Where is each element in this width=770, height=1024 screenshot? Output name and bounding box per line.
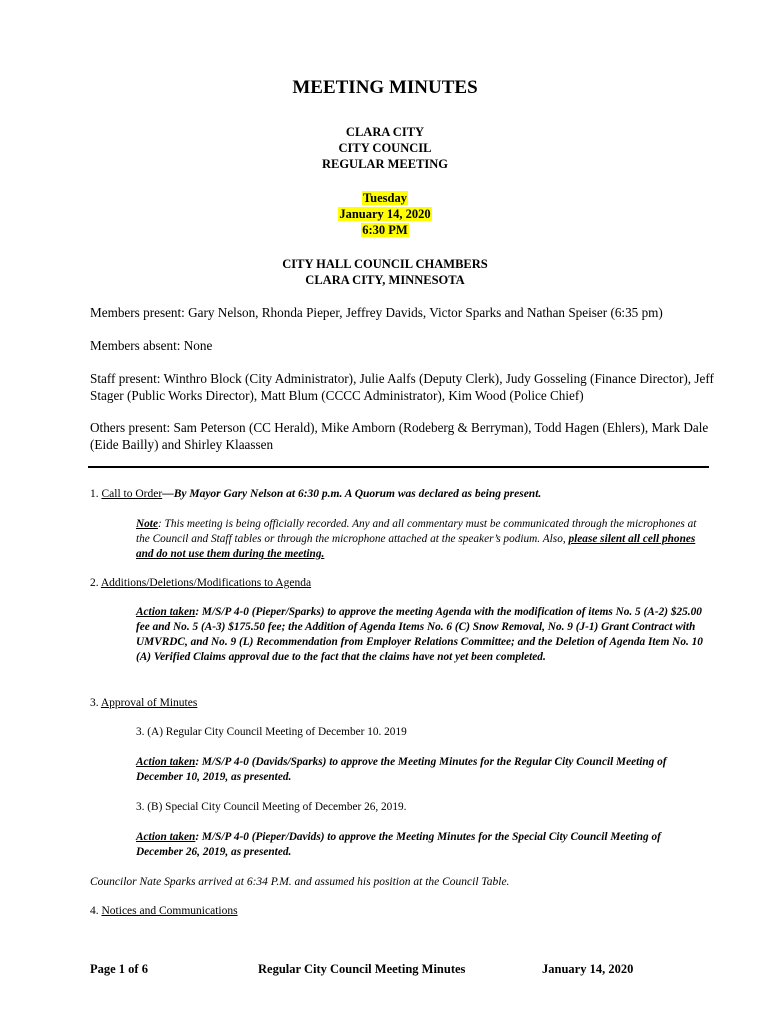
action-text: : M/S/P 4-0 (Davids/Sparks) to approve the Meeting Minutes for the Regular City Council Meeting of December 10, 2019, as presented. [136, 756, 667, 783]
action-label: Action taken [136, 831, 196, 843]
org-block [0, 124, 770, 172]
document-title: MEETING MINUTES [292, 77, 478, 98]
item-heading: Approval of Minutes [100, 697, 198, 709]
item-heading: Notices and Communications [101, 905, 238, 917]
item-number: 2. [90, 577, 99, 589]
footer-document-name: Regular City Council Meeting Minutes [258, 962, 466, 976]
item-heading: Call to Order [101, 488, 163, 500]
arrival-note: Councilor Nate Sparks arrived at 6:34 P.M. and assumed his position at the Council Table. [90, 876, 510, 888]
members-absent: Members absent: None [90, 338, 213, 353]
action-label: Action taken [136, 606, 196, 618]
item-minutes [90, 696, 197, 711]
section-divider [88, 466, 709, 468]
meeting-time: 6:30 PM [362, 223, 408, 237]
org-line-council: CITY COUNCIL [338, 141, 432, 155]
org-line-city: CLARA CITY [345, 125, 425, 139]
item-number: 1. [90, 488, 99, 500]
location-venue: CITY HALL COUNCIL CHAMBERS [282, 257, 488, 271]
action-label: Action taken [136, 756, 196, 768]
note-emphasis: please silent all cell phones and do not use them during the meeting. [136, 533, 696, 560]
staff-present: Staff present: Winthro Block (City Administrator), Julie Aalfs (Deputy Clerk), Judy Gosseling (Finance Director), Jeff Stager (Public Works Director), Matt Blum (CCCC Administrator), Kim Wood (Police Chief) [90, 371, 714, 403]
note-label: Note [136, 518, 158, 530]
meeting-day: Tuesday [362, 191, 407, 205]
members-present: Members present: Gary Nelson, Rhonda Pieper, Jeffrey Davids, Victor Sparks and Nathan Speiser (6:35 pm) [90, 305, 663, 320]
footer-page-number: Page 1 of 6 [90, 962, 148, 976]
note-text: : This meeting is being officially recorded. Any and all commentary must be communicated through the microphones at the Council and Staff tables or through the microphone attached at the speaker’s podium. Also, [136, 518, 697, 545]
org-line-meeting: REGULAR MEETING [321, 157, 449, 171]
item-agenda [90, 576, 311, 591]
location-city: CLARA CITY, MINNESOTA [305, 273, 465, 287]
footer-date: January 14, 2020 [542, 962, 634, 976]
item-text: —By Mayor Gary Nelson at 6:30 p.m. A Quorum was declared as being present. [162, 488, 542, 500]
action-text: : M/S/P 4-0 (Pieper/Sparks) to approve the meeting Agenda with the modification of items No. 5 (A-2) $25.00 fee and No. 5 (A-3) $175.50 fee; the Addition of Agenda Items No. 6 (C) Snow Removal, No. 9 (J-1) Grant Contract with UMVRDC, and No. 9 (L) Recommendation from Employer Relations Committee; and the Deletion of Agenda Item No. 10 (A) Verified Claims approval due to the fact that the claims have not yet been completed. [136, 606, 703, 663]
minutes-action-b [136, 830, 708, 860]
meeting-date: January 14, 2020 [339, 207, 431, 221]
meeting-time-block [0, 190, 770, 238]
agenda-action [136, 605, 708, 665]
action-text: : M/S/P 4-0 (Pieper/Davids) to approve the Meeting Minutes for the Special City Council Meeting of December 26, 2019, as presented. [136, 831, 661, 858]
item-number: 4. [90, 905, 99, 917]
item-number: 3. [90, 697, 99, 709]
location-block [0, 256, 770, 288]
minutes-sub-b: 3. (B) Special City Council Meeting of December 26, 2019. [136, 801, 407, 813]
minutes-sub-a: 3. (A) Regular City Council Meeting of December 10. 2019 [136, 726, 407, 738]
others-present: Others present: Sam Peterson (CC Herald), Mike Amborn (Rodeberg & Berryman), Todd Hagen (Ehlers), Mark Dale (Eide Bailly) and Shirley Klaassen [90, 420, 709, 452]
minutes-action-a [136, 755, 708, 785]
item-call-to-order [90, 487, 710, 502]
item-heading: Additions/Deletions/Modifications to Agenda [100, 577, 312, 589]
item-notices [90, 904, 238, 919]
recording-note [136, 517, 708, 562]
